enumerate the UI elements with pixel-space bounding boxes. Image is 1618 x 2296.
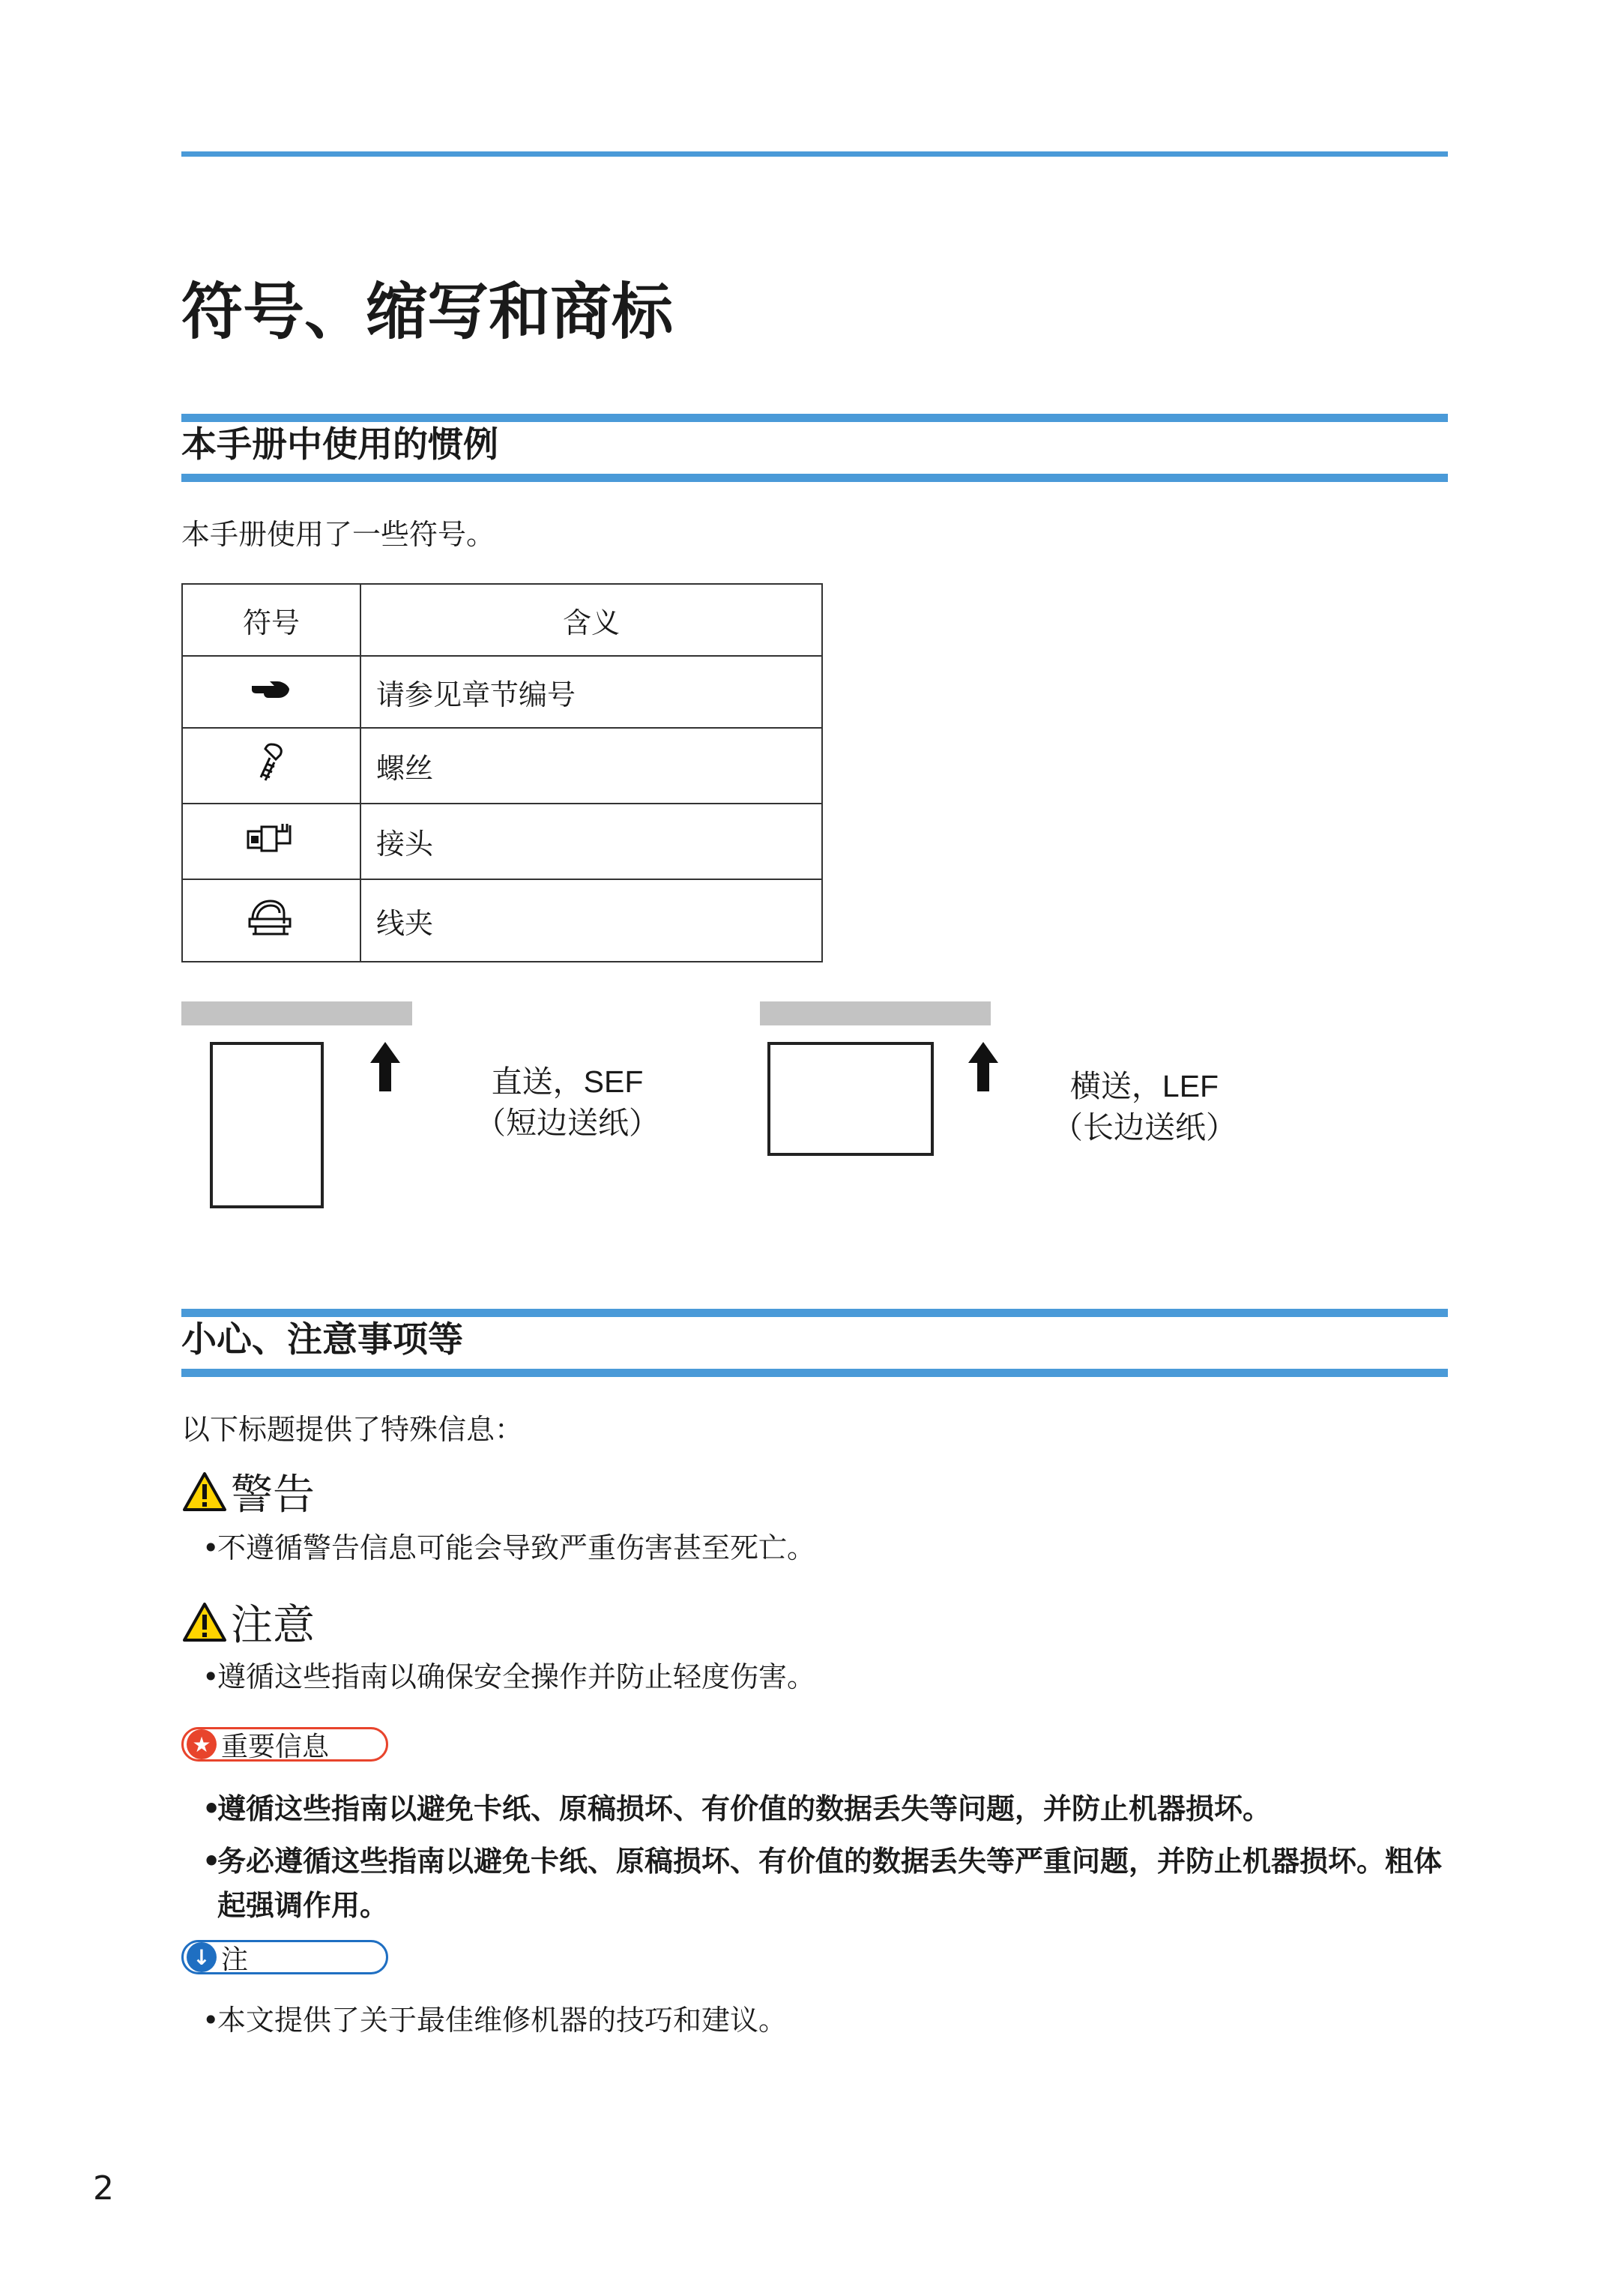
lef-label-line2: （长边送纸）	[1052, 1109, 1237, 1146]
feed-tray-bar	[760, 1001, 991, 1025]
section-bar-top	[181, 1309, 1448, 1317]
table-cell-meaning: 请参见章节编号	[360, 656, 822, 728]
table-cell-meaning: 接头	[360, 804, 822, 879]
warning-triangle-icon	[181, 1471, 228, 1513]
caution-heading	[181, 1592, 315, 1652]
list-item: • 遵循这些指南以确保安全操作并防止轻度伤害。	[217, 1655, 815, 1699]
table-row	[182, 804, 822, 879]
lef-label	[1043, 1066, 1246, 1149]
note-label: 注	[221, 1944, 249, 1975]
pointing-hand-icon	[182, 656, 360, 728]
sef-label-line2: （短边送纸）	[475, 1105, 659, 1142]
list-item: • 本文提供了关于最佳维修机器的技巧和建议。	[217, 1998, 787, 2043]
caution-label: 注意	[231, 1601, 315, 1650]
warning-heading	[181, 1462, 315, 1522]
arrow-up-icon	[967, 1040, 1000, 1093]
arrow-down-icon: ↓	[187, 1942, 217, 1972]
screw-icon	[182, 728, 360, 804]
note-badge	[181, 1940, 388, 1974]
section-heading-cautions: 小心、注意事项等	[181, 1319, 463, 1361]
important-badge	[181, 1727, 388, 1762]
sef-paper	[210, 1042, 324, 1208]
lef-label-line1: 横送，LEF	[1069, 1069, 1219, 1103]
section-bar-bottom	[181, 474, 1448, 482]
sef-label-line1: 直送，SEF	[491, 1064, 644, 1099]
table-header-row	[182, 584, 822, 656]
warning-label: 警告	[231, 1471, 315, 1519]
list-item: • 不遵循警告信息可能会导致严重伤害甚至死亡。	[217, 1526, 815, 1570]
table-row	[182, 879, 822, 962]
sef-label	[466, 1061, 668, 1145]
list-item: • 遵循这些指南以避免卡纸、原稿损坏、有价值的数据丢失等问题，并防止机器损坏。	[217, 1787, 1446, 1831]
page-title: 符号、缩写和商标	[181, 277, 674, 348]
connector-icon	[182, 804, 360, 879]
important-label: 重要信息	[221, 1731, 330, 1762]
clamp-icon	[182, 879, 360, 962]
table-cell-meaning: 螺丝	[360, 728, 822, 804]
list-item: • 务必遵循这些指南以避免卡纸、原稿损坏、有价值的数据丢失等严重问题，并防止机器损坏。粗体起强调作用。	[217, 1839, 1446, 1928]
cautions-intro: 以下标题提供了特殊信息：	[181, 1413, 524, 1446]
arrow-up-icon	[369, 1040, 402, 1093]
table-row	[182, 728, 822, 804]
feed-diagram	[181, 1001, 1268, 1219]
symbol-table	[181, 583, 823, 962]
table-cell-meaning: 线夹	[360, 879, 822, 962]
conventions-intro: 本手册使用了一些符号。	[181, 518, 495, 551]
feed-tray-bar	[181, 1001, 412, 1025]
top-rule	[181, 151, 1448, 157]
table-header-meaning: 含义	[360, 584, 822, 656]
lef-paper	[767, 1042, 934, 1156]
page-number: 2	[93, 2169, 114, 2208]
table-header-symbol: 符号	[182, 584, 360, 656]
table-row	[182, 656, 822, 728]
section-heading-conventions: 本手册中使用的惯例	[181, 424, 498, 465]
section-bar-bottom	[181, 1369, 1448, 1377]
section-bar-top	[181, 414, 1448, 422]
star-icon: ★	[187, 1729, 217, 1759]
caution-triangle-icon	[181, 1601, 228, 1643]
